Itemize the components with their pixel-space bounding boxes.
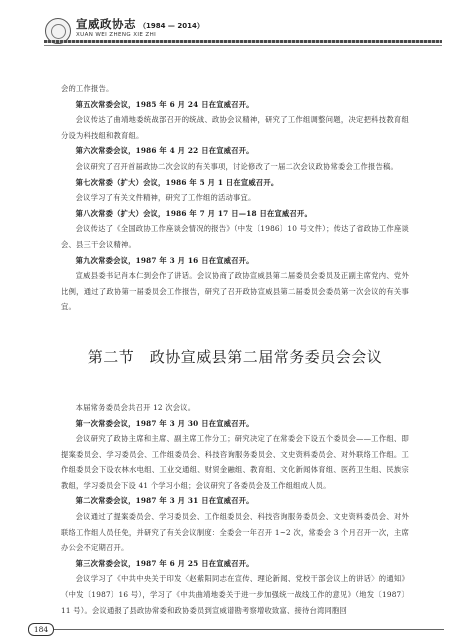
page-number: 184 xyxy=(28,623,54,636)
section-title: 第二节 政协宣威县第二届常务委员会会议 xyxy=(87,347,383,366)
meeting-heading: 第五次常委会议，1985 年 6 月 24 日在宣威召开。 xyxy=(75,99,254,109)
meeting-heading: 第七次常委（扩大）会议，1986 年 5 月 1 日在宣威召开。 xyxy=(75,177,279,187)
book-title: 宣威政协志 （1984 — 2014） xyxy=(76,17,204,31)
meeting-heading: 第九次常委会议，1987 年 3 月 16 日在宣威召开。 xyxy=(75,255,254,265)
header-rule-thin xyxy=(44,45,442,46)
paragraph: 会议学习了《中共中央关于印发〈赵紫阳同志在宣传、理论新闻、党校干部会议上的讲话〉的通知》（中发〔1987〕16 号），学习了《中共曲靖地委关于进一步加强统一战线工作的意见》（地发〔1987〕11 号）。会议通报了县政协常委和政协委员到宣威谱勘考察增收致富、接待台湾同胞回 xyxy=(61,574,409,615)
book-years: （1984 — 2014） xyxy=(139,22,204,30)
paragraph: 会议研究了召开首届政协二次会议的有关事项，讨论修改了一届二次会议政协常委会工作报告稿。 xyxy=(75,161,398,171)
meeting-heading: 第二次常委会议，1987 年 3 月 31 日在宣威召开。 xyxy=(75,496,254,506)
footer-rule xyxy=(54,629,444,630)
meeting-heading: 第一次常委会议，1987 年 3 月 30 日在宣威召开。 xyxy=(75,418,254,428)
paragraph: 会议研究了政协主席和主席、副主席工作分工；研究决定了在常委会下设五个委员会——工作组、即提案委员会、学习委员会、工作组委员会、科技咨询服务委员会、文史资料委员会、对外联络工作组。工作组委员会下设农林水电组、工业交通组、财贸金融组、教育组、文化新闻体育组、医药卫生组、民族宗教组，学习委员会下设 41 个学习小组；会议研究了各委员会及工作组组成人员。 xyxy=(61,434,409,490)
paragraph: 会议学习了有关文件精神，研究了工作组的活动事宜。 xyxy=(75,193,256,203)
paragraph: 本届常务委员会共召开 12 次会议。 xyxy=(75,402,196,412)
meeting-heading: 第八次常委（扩大）会议，1986 年 7 月 17 日—18 日在宣威召开。 xyxy=(75,208,312,218)
page-footer xyxy=(28,623,448,637)
paragraph: 会议传达了《全国政协工作座谈会情况的报告》（中发〔1986〕10 号文件）；传达了省政协工作座谈会、县三干会议精神。 xyxy=(61,224,409,249)
running-header xyxy=(0,0,475,64)
book-title-pinyin: XUAN WEI ZHENG XIE ZHI xyxy=(76,32,157,38)
header-rule xyxy=(44,40,442,43)
meeting-heading: 第六次常委会议，1986 年 4 月 22 日在宣威召开。 xyxy=(75,146,254,156)
paragraph: 宣威县委书记肖本仁到会作了讲话。会议协商了政协宣威县第二届委员会委员及正副主席党内、党外比例，通过了政协第一届委员会工作报告，研究了召开政协宣威县第二届委员会委员第一次会议的有关事宜。 xyxy=(61,271,409,312)
paragraph: 会议通过了提案委员会、学习委员会、工作组委员会、科技咨询服务委员会、文史资料委员会、对外联络工作组人员任免，并研究了有关会议制度：全委会一年召开 1~2 次，常委会 3 个月召开一次，主席办公会不定期召开。 xyxy=(61,512,409,553)
paragraph: 会议传达了曲靖地委统战部召开的统战、政协会议精神，研究了工作组调整问题，决定把科技教育组分设为科技组和教育组。 xyxy=(61,115,409,140)
meeting-heading: 第三次常委会议，1987 年 6 月 25 日在宣威召开。 xyxy=(75,558,254,568)
paragraph: 会的工作报告。 xyxy=(61,84,114,93)
page-body xyxy=(61,81,409,618)
